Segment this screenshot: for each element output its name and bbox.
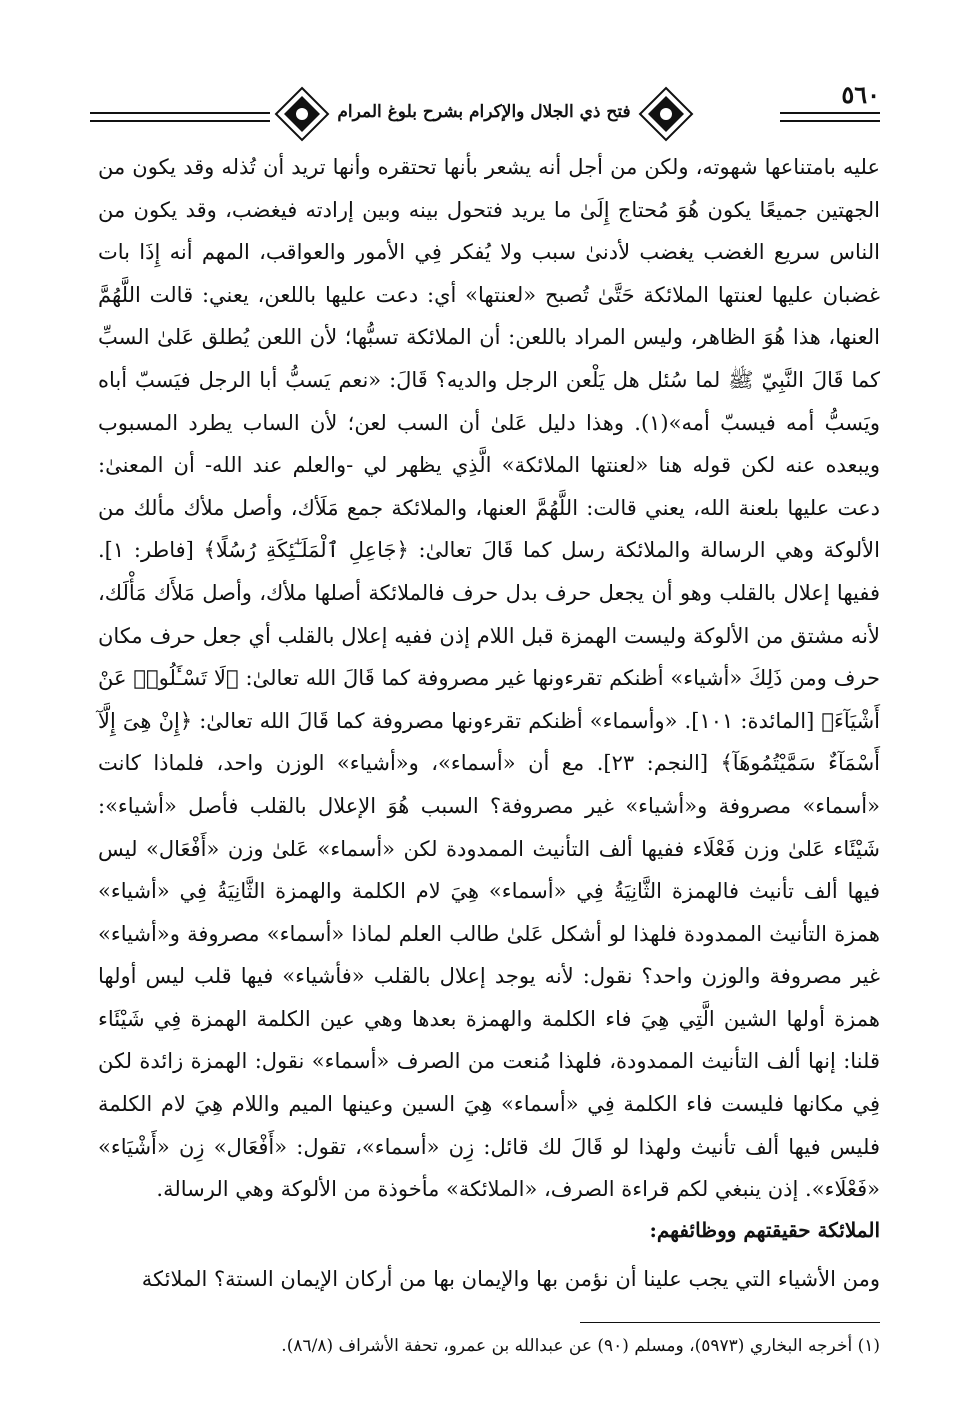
ornament-icon bbox=[638, 86, 694, 142]
section-heading: الملائكة حقيقتهم ووظائفهم: bbox=[649, 1218, 880, 1242]
running-title: فتح ذي الجلال والإكرام بشرح بلوغ المرام bbox=[337, 102, 631, 122]
footnote: (١) أخرجه البخاري (٥٩٧٣)، ومسلم (٩٠) عن عبدالله بن عمرو، تحفة الأشراف (٨٦/٨). bbox=[281, 1336, 880, 1356]
page-number: ٥٦٠ bbox=[841, 80, 880, 109]
footnote-divider bbox=[580, 1322, 880, 1323]
header-rule bbox=[90, 120, 270, 122]
header-rule bbox=[90, 112, 270, 114]
body-text bbox=[98, 146, 880, 1211]
section-paragraph: ومن الأشياء التي يجب علينا أن نؤمن بها والإيمان بها من أركان الإيمان الستة؟ الملائكة bbox=[141, 1267, 880, 1291]
body-paragraph: عليه بامتناعها شهوته، ولكن من أجل أنه يشعر بأنها تحتقره وأنها تريد أن تُذله وقد يكون من الجهتين جميعًا يكون هُوَ مُحتاج إِلَىٰ ما يريد فتحول بينه وبين إرادته فيغضب، وقد يكون من الناس سريع الغضب يغضب لأدنىٰ سبب ولا يُفكر فِي الأمور والعواقب، المهم أنه إِذَا بات غضبان عليها لعنتها الملائكة حَتَّىٰ تُصبح «لعنتها» أي: دعت عليها باللعن، يعني: قالت اللَّهُمَّ العنها، هذا هُوَ الظاهر، وليس المراد باللعن: أن الملائكة تسبُّها؛ لأن اللعن يُطلق عَلىٰ السبِّ كما قَالَ النَّبِيّ ﷺ لما سُئل هل يَلْعن الرجل والديه؟ قَالَ: «نعم يَسبُّ أبا الرجل فيَسبّ أباه ويَسبُّ أمه فيسبّ أمه»(١). وهذا دليل عَلىٰ أن السب لعن؛ لأن الساب يطرد المسبوب ويبعده عنه لكن قوله هنا «لعنتها الملائكة» الَّذِي يظهر لي -والعلم عند الله- أن المعنىٰ: دعت عليها بلعنة الله، يعني قالت: اللَّهُمَّ العنها، والملائكة جمع مَلَأك، وأصل ملأك مألك من الألوكة وهي الرسالة والملائكة رسل كما قَالَ تعالىٰ: ﴿جَاعِلِ ٱلْمَلَـٰٓئِكَةِ رُسُلًا﴾ [فاطر: ١]. ففيها إعلال بالقلب وهو أن يجعل حرف بدل حرف فالملائكة أصلها ملأك، وأصل مَلأَك مَأْلَك، لأنه مشتق من الألوكة وليست الهمزة قبل اللام إذن ففيه إعلال بالقلب أي جعل حرف مكان حرف ومن ذَلِكَ «أشياء» أظنكم تقرءونها غير مصروفة كما قَالَ الله تعالىٰ: ﴿لَا تَسْـَٔلُوا۟ عَنْ أَشْيَآءَ﴾ [المائدة: ١٠١]. «وأسماء» أظنكم تقرءونها مصروفة كما قَالَ الله تعالىٰ: ﴿إِنْ هِىَ إِلَّآ أَسْمَآءٌ سَمَّيْتُمُوهَآ﴾ [النجم: ٢٣]. مع أن «أسماء»، و«أشياء» الوزن واحد، فلماذا كانت «أسماء» مصروفة و«أشياء» غير مصروفة؟ السبب هُوَ الإعلال بالقلب فأصل «أشياء»: شَيْئَاء عَلىٰ وزن فَعْلَاء ففيها ألف التأنيث الممدودة لكن «أسماء» عَلىٰ وزن «أَفْعَال» ليس فيها ألف تأنيث فالهمزة الثَّانِيَةُ فِي «أسماء» هِيَ لام الكلمة والهمزة الثَّانِيَةُ فِي «أشياء» همزة التأنيث الممدودة فلهذا لو أشكل عَلىٰ طالب العلم لماذا «أسماء» مصروفة و«أشياء» غير مصروفة والوزن واحد؟ نقول: لأنه يوجد إعلال بالقلب «فأشياء» فيها قلب ليس أولها همزة أولها الشين الَّتِي هِيَ فاء الكلمة والهمزة بعدها وهي عين الكلمة الهمزة فِي شَيْئَاء قلنا: إنها ألف التأنيث الممدودة، فلهذا مُنعت من الصرف «أسماء» نقول: الهمزة زائدة لكن فِي مكانها فليست فاء الكلمة فِي «أسماء» هِيَ السين وعينها الميم واللام هِيَ لام الكلمة فليس فيها ألف تأنيث ولهذا لو قَالَ لك قائل: زِن «أسماء»، تقول: «أَفْعَال» زِن «أَشْيَاء» «فَعْلَاء». إذن ينبغي لكم قراءة الصرف، «الملائكة» مأخوذة من الألوكة وهي الرسالة. bbox=[98, 155, 881, 1202]
header-rule bbox=[780, 112, 880, 114]
header-rule bbox=[780, 120, 880, 122]
page-header bbox=[90, 78, 880, 138]
ornament-icon bbox=[274, 86, 330, 142]
